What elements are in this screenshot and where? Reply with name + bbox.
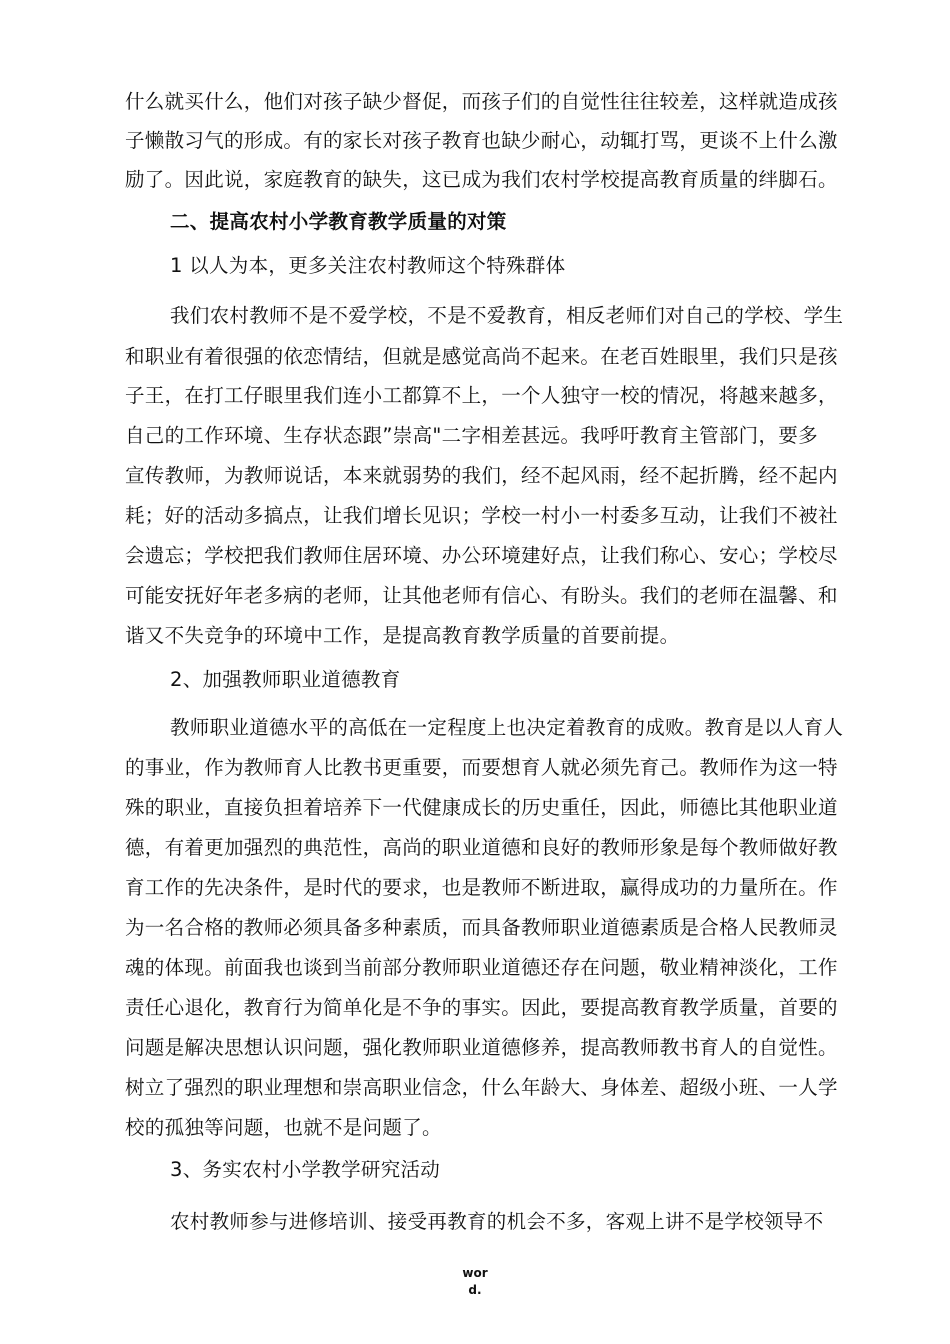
subsection-heading: 1 以人为本，更多关注农村教师这个特殊群体 bbox=[170, 254, 566, 277]
paragraph-line: 校的孤独等问题，也就不是问题了。 bbox=[125, 1116, 442, 1139]
paragraph-line: 可能安抚好年老多病的老师，让其他老师有信心、有盼头。我们的老师在温馨、和 bbox=[125, 584, 838, 607]
paragraph-line: 为一名合格的教师必须具备多种素质，而具备教师职业道德素质是合格人民教师灵 bbox=[125, 916, 838, 939]
subsection-heading: 2、加强教师职业道德教育 bbox=[170, 668, 401, 691]
paragraph-line: 教师职业道德水平的高低在一定程度上也决定着教育的成败。教育是以人育人 bbox=[170, 716, 844, 739]
paragraph-line: 育工作的先决条件，是时代的要求，也是教师不断进取，赢得成功的力量所在。作 bbox=[125, 876, 838, 899]
paragraph-line: 会遗忘；学校把我们教师住居环境、办公环境建好点，让我们称心、安心；学校尽 bbox=[125, 544, 838, 567]
paragraph-line: 问题是解决思想认识问题，强化教师职业道德修养，提高教师教书育人的自觉性。 bbox=[125, 1036, 838, 1059]
paragraph-line: 魂的体现。前面我也谈到当前部分教师职业道德还存在问题，敬业精神淡化，工作 bbox=[125, 956, 838, 979]
paragraph-line: 什么就买什么，他们对孩子缺少督促，而孩子们的自觉性往往较差，这样就造成孩 bbox=[125, 90, 838, 113]
paragraph-line: 谐又不失竞争的环境中工作，是提高教育教学质量的首要前提。 bbox=[125, 624, 680, 647]
paragraph-line: 子懒散习气的形成。有的家长对孩子教育也缺少耐心，动辄打骂，更谈不上什么激 bbox=[125, 129, 838, 152]
paragraph-line: 宣传教师，为教师说话，本来就弱势的我们，经不起风雨，经不起折腾，经不起内 bbox=[125, 464, 838, 487]
paragraph-line: 子王，在打工仔眼里我们连小工都算不上，一个人独守一校的情况，将越来越多， bbox=[125, 384, 838, 407]
paragraph-line: 责任心退化，教育行为简单化是不争的事实。因此，要提高教育教学质量，首要的 bbox=[125, 996, 838, 1019]
paragraph-line: 殊的职业，直接负担着培养下一代健康成长的历史重任，因此，师德比其他职业道 bbox=[125, 796, 838, 819]
paragraph-line: 和职业有着很强的依恋情结，但就是感觉高尚不起来。在老百姓眼里，我们只是孩 bbox=[125, 345, 838, 368]
page-footer-text: wor bbox=[462, 1266, 488, 1280]
page-footer-text: d. bbox=[468, 1283, 482, 1297]
paragraph-line: 农村教师参与进修培训、接受再教育的机会不多，客观上讲不是学校领导不 bbox=[170, 1210, 824, 1233]
paragraph-line: 德，有着更加强烈的典范性，高尚的职业道德和良好的教师形象是每个教师做好教 bbox=[125, 836, 838, 859]
paragraph-line: 耗；好的活动多搞点，让我们增长见识；学校一村小一村委多互动，让我们不被社 bbox=[125, 504, 838, 527]
paragraph-line: 励了。因此说，家庭教育的缺失，这已成为我们农村学校提高教育质量的绊脚石。 bbox=[125, 168, 838, 191]
subsection-heading: 3、务实农村小学教学研究活动 bbox=[170, 1158, 441, 1181]
paragraph-line: 我们农村教师不是不爱学校，不是不爱教育，相反老师们对自己的学校、学生 bbox=[170, 304, 844, 327]
paragraph-line: 的事业，作为教师育人比教书更重要，而要想育人就必须先育己。教师作为这一特 bbox=[125, 756, 838, 779]
paragraph-line: 树立了强烈的职业理想和崇高职业信念，什么年龄大、身体差、超级小班、一人学 bbox=[125, 1076, 838, 1099]
paragraph-line: 自己的工作环境、生存状态跟”崇高"二字相差甚远。我呼吁教育主管部门，要多 bbox=[125, 424, 818, 447]
section-heading: 二、提高农村小学教育教学质量的对策 bbox=[170, 210, 507, 233]
